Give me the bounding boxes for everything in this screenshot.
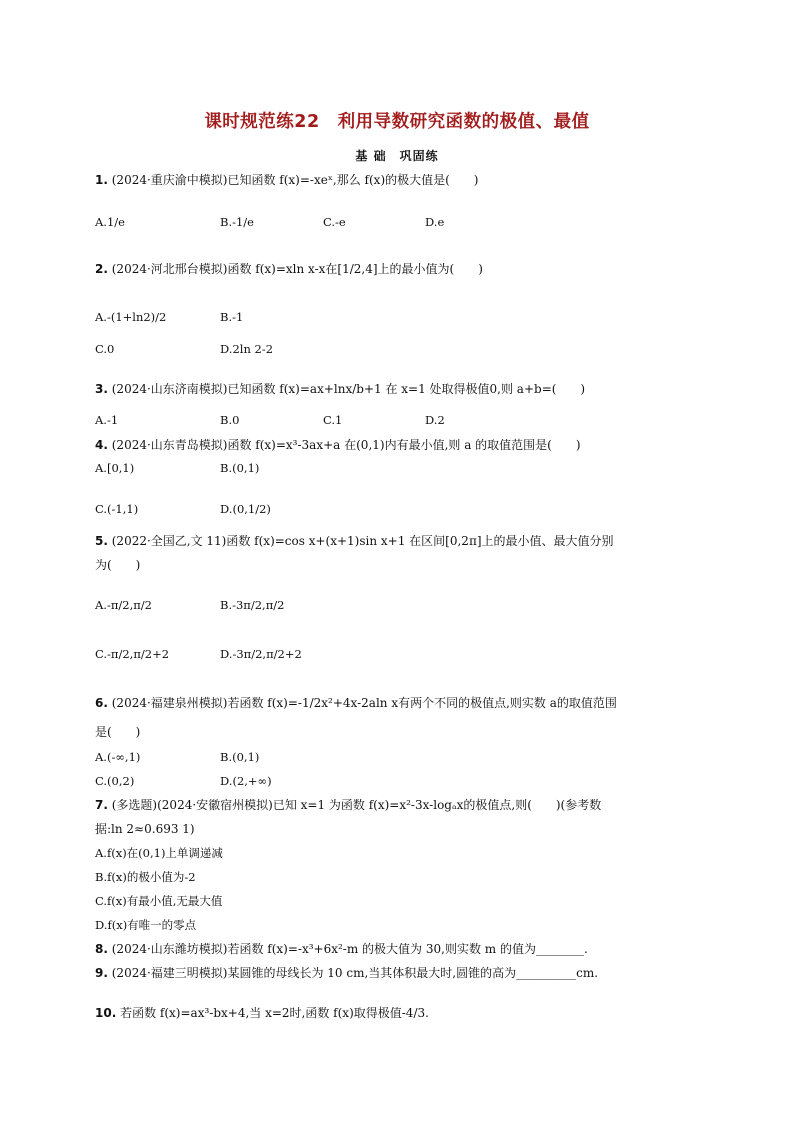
question-number: 4. (95, 438, 108, 452)
option-b: B.0 (220, 413, 240, 427)
question-number: 5. (95, 534, 108, 548)
question-3 (95, 381, 585, 397)
question-number: 9. (95, 966, 108, 980)
option-c: C.(-1,1) (95, 502, 139, 516)
option-d: D.-3π/2,π/2+2 (220, 647, 302, 661)
option-a: A.f(x)在(0,1)上单调递减 (95, 846, 223, 860)
question-6-continued: 是( ) (95, 725, 141, 739)
option-c: C.f(x)有最小值,无最大值 (95, 894, 223, 908)
option-b: B.f(x)的极小值为-2 (95, 870, 196, 884)
option-b: B.(0,1) (220, 461, 260, 475)
option-a: A.[0,1) (95, 461, 135, 475)
question-2 (95, 261, 483, 277)
question-stem: (2024·福建三明模拟)某圆锥的母线长为 10 cm,当其体积最大时,圆锥的高为__________cm. (111, 966, 599, 980)
question-10 (95, 1005, 429, 1021)
question-stem: (2024·山东青岛模拟)函数 f(x)=x³-3ax+a 在(0,1)内有最小值,则 a 的取值范围是( ) (111, 438, 581, 452)
question-5-continued: 为( ) (95, 558, 141, 572)
question-5 (95, 533, 614, 549)
question-stem: (2022·全国乙,文 11)函数 f(x)=cos x+(x+1)sin x+1 在区间[0,2π]上的最小值、最大值分别 (111, 534, 614, 548)
option-b: B.-1/e (220, 215, 254, 229)
option-d: D.e (425, 215, 445, 229)
question-number: 8. (95, 942, 108, 956)
option-d: D.2 (425, 413, 445, 427)
option-a: A.-π/2,π/2 (95, 598, 153, 612)
option-c: C.1 (323, 413, 343, 427)
option-a: A.(-∞,1) (95, 750, 141, 764)
option-b: B.(0,1) (220, 750, 260, 764)
option-b: B.-1 (220, 310, 244, 324)
question-stem: (多选题)(2024·安徽宿州模拟)已知 x=1 为函数 f(x)=x²-3x-logₐx的极值点,则( )(参考数 (111, 798, 602, 812)
option-a: A.-(1+ln2)/2 (95, 310, 167, 324)
option-c: C.0 (95, 342, 115, 356)
question-number: 1. (95, 173, 108, 187)
question-9 (95, 965, 598, 981)
question-stem: (2024·重庆渝中模拟)已知函数 f(x)=-xeˣ,那么 f(x)的极大值是( ) (111, 173, 479, 187)
section-heading: 基 础 巩固练 (355, 149, 439, 163)
page-title: 课时规范练22 利用导数研究函数的极值、最值 (204, 112, 590, 132)
question-4 (95, 437, 581, 453)
question-7-continued: 据:ln 2≈0.693 1) (95, 822, 195, 836)
option-d: D.(2,+∞) (220, 774, 272, 788)
question-stem: (2024·河北邢台模拟)函数 f(x)=xln x-x在[1/2,4]上的最小值为( ) (111, 262, 483, 276)
question-stem: (2024·山东济南模拟)已知函数 f(x)=ax+lnx/b+1 在 x=1 处取得极值0,则 a+b=( ) (111, 382, 586, 396)
question-number: 10. (95, 1006, 117, 1020)
question-1 (95, 172, 478, 188)
question-number: 7. (95, 798, 108, 812)
question-number: 2. (95, 262, 108, 276)
question-7 (95, 797, 601, 813)
option-a: A.-1 (95, 413, 119, 427)
option-a: A.1/e (95, 215, 125, 229)
option-d: D.(0,1/2) (220, 502, 271, 516)
option-c: C.-e (323, 215, 346, 229)
option-b: B.-3π/2,π/2 (220, 598, 285, 612)
question-stem: 若函数 f(x)=ax³-bx+4,当 x=2时,函数 f(x)取得极值-4/3. (120, 1006, 429, 1020)
option-d: D.2ln 2-2 (220, 342, 274, 356)
question-number: 3. (95, 382, 108, 396)
question-stem: (2024·福建泉州模拟)若函数 f(x)=-1/2x²+4x-2aln x有两个不同的极值点,则实数 a的取值范围 (111, 696, 617, 710)
option-c: C.(0,2) (95, 774, 135, 788)
question-stem: (2024·山东潍坊模拟)若函数 f(x)=-x³+6x²-m 的极大值为 30,则实数 m 的值为________. (111, 942, 588, 956)
question-number: 6. (95, 696, 108, 710)
option-d: D.f(x)有唯一的零点 (95, 918, 197, 932)
option-c: C.-π/2,π/2+2 (95, 647, 170, 661)
question-8 (95, 941, 588, 957)
question-6 (95, 695, 617, 711)
